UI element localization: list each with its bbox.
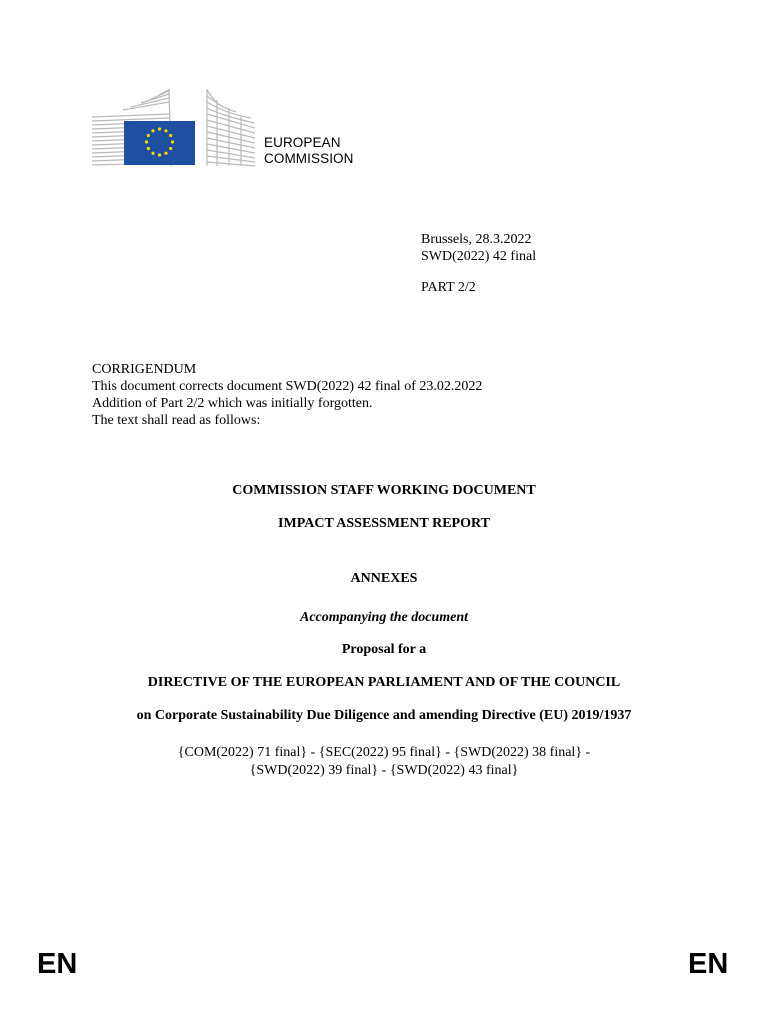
organization-name-line1: EUROPEAN (264, 135, 341, 150)
document-code: SWD(2022) 42 final (421, 249, 537, 264)
european-commission-logo (91, 88, 381, 170)
related-documents (0, 744, 768, 780)
accompanying-text: Accompanying the document (300, 610, 468, 625)
report-title: IMPACT ASSESSMENT REPORT (278, 516, 490, 531)
part-number: PART 2/2 (421, 280, 476, 295)
directive-subject: on Corporate Sustainability Due Diligence and amending Directive (EU) 2019/1937 (136, 708, 632, 723)
corrigendum-line: This document corrects document SWD(2022) 42 final of 23.02.2022 (92, 379, 483, 394)
related-documents-line1: {COM(2022) 71 final} - {SEC(2022) 95 final} - {SWD(2022) 38 final} - (177, 745, 591, 760)
language-code-right: EN (688, 948, 729, 980)
corrigendum-block (92, 361, 482, 429)
related-documents-line2: {SWD(2022) 39 final} - {SWD(2022) 43 final} (249, 763, 519, 778)
organization-name (264, 135, 354, 167)
document-type: COMMISSION STAFF WORKING DOCUMENT (232, 483, 536, 498)
organization-name-line2: COMMISSION (264, 151, 354, 166)
directive-title: DIRECTIVE OF THE EUROPEAN PARLIAMENT AND OF THE COUNCIL (147, 675, 621, 690)
corrigendum-line: Addition of Part 2/2 which was initially forgotten. (92, 396, 373, 411)
corrigendum-line: The text shall read as follows: (92, 413, 261, 428)
annexes-heading: ANNEXES (350, 571, 418, 586)
language-code-left: EN (37, 948, 78, 980)
corrigendum-title: CORRIGENDUM (92, 362, 197, 377)
proposal-text: Proposal for a (341, 642, 427, 657)
place-date: Brussels, 28.3.2022 (421, 232, 532, 247)
european-commission-logo-icon (91, 88, 256, 168)
document-reference (421, 231, 536, 265)
